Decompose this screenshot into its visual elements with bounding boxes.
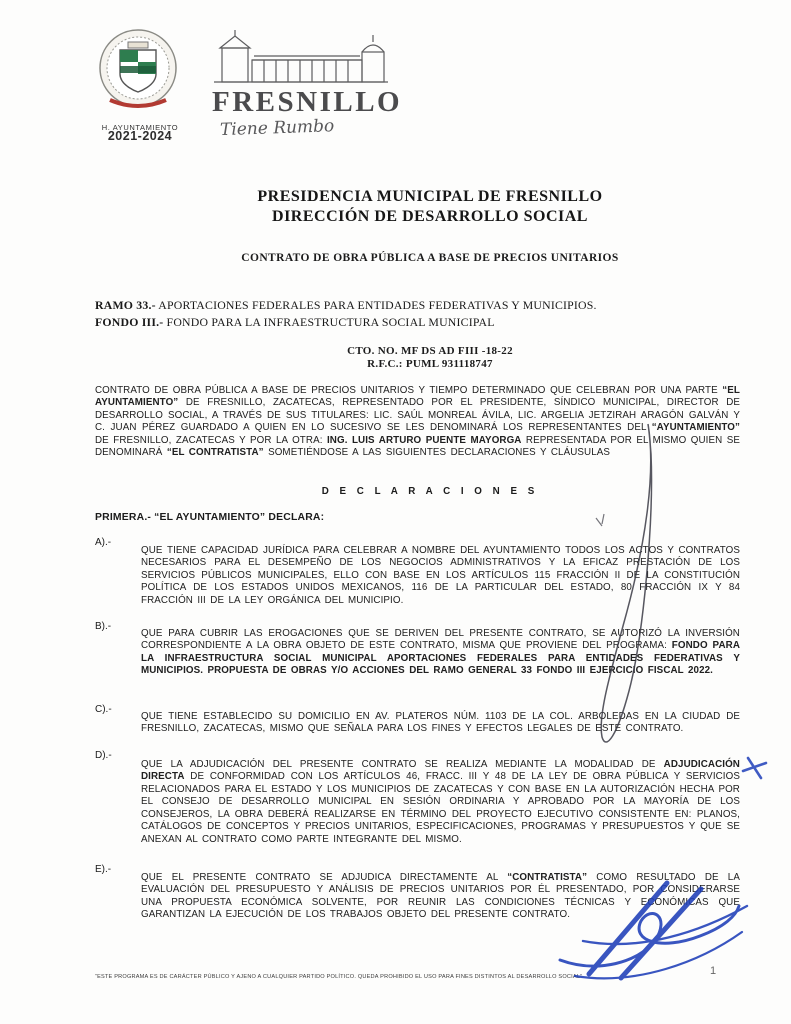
ramo-line1 — [95, 298, 740, 313]
page-number: 1 — [710, 965, 717, 977]
ramo-block — [95, 298, 740, 330]
clause-text: QUE EL PRESENTE CONTRATO SE ADJUDICA DIRECTAMENTE AL “CONTRATISTA” COMO RESULTADO DE LA EVALUACIÓN DEL PRESUPUESTO Y ANÁLISIS DE PRECIOS UNITARIOS POR ÉL PRESENTADO, POR CONSIDERARSE UNA PROPUESTA ECONÓMICA SOLVENTE, POR REUNIR LAS CONDICIONES TÉCNICAS Y ECONÓMICAS QUE GARANTIZAN LA EJECUCIÓN DE LOS TRABAJOS OBJETO DEL PRESENTE CONTRATO. — [141, 872, 740, 921]
primera-heading: PRIMERA.- “EL AYUNTAMIENTO” DECLARA: — [95, 512, 325, 523]
contract-number: CTO. NO. MF DS AD FIII -18-22 — [347, 345, 513, 357]
title-block — [70, 188, 790, 226]
brand-name: FRESNILLO — [212, 86, 403, 118]
crest-years: 2021-2024 — [107, 129, 173, 143]
clause-label: A).- — [95, 537, 112, 548]
clause-text: QUE TIENE ESTABLECIDO SU DOMICILIO EN AV. PLATEROS NÚM. 1103 DE LA COL. ARBOLEDAS EN LA CIUDAD DE FRESNILLO, ZACATECAS, MISMO QUE SEÑALA PARA LOS FINES Y EFECTOS LEGALES DE ESTE CONTRATO. — [141, 711, 740, 735]
ramo-label1: RAMO 33.- — [95, 298, 156, 312]
clause-label: C).- — [95, 704, 112, 715]
pen-plus-mark — [743, 758, 766, 778]
clause-label: B).- — [95, 621, 112, 632]
intro-paragraph: CONTRATO DE OBRA PÚBLICA A BASE DE PRECIOS UNITARIOS Y TIEMPO DETERMINADO QUE CELEBRAN POR UNA PARTE “EL AYUNTAMIENTO” DE FRESNILLO, ZACATECAS, REPRESENTADO POR EL PRESIDENTE, SÍNDICO MUNICIPAL, DIRECTOR DE DESARROLLO SOCIAL, A TRAVÉS DE SUS TITULARES: LIC. SAÚL MONREAL ÁVILA, LIC. ARGELIA JETZIRAH ARAGÓN GALVÁN Y C. JUAN PÉREZ GUARDADO A QUIEN EN LO SUCESIVO SE LES DENOMINARÁ LOS REPRESENTANTES DEL “AYUNTAMIENTO” DE FRESNILLO, ZACATECAS Y POR LA OTRA: ING. LUIS ARTURO PUENTE MAYORGA REPRESENTADA POR EL MISMO QUIEN SE DENOMINARÁ “EL CONTRATISTA” SOMETIÉNDOSE A LAS SIGUIENTES DECLARACIONES Y CLÁUSULAS — [95, 385, 740, 459]
ramo-label2: FONDO III.- — [95, 315, 164, 329]
contract-subtitle: CONTRATO DE OBRA PÚBLICA A BASE DE PRECIOS UNITARIOS — [241, 252, 619, 264]
crest-caption — [90, 123, 190, 141]
contract-rfc: R.F.C.: PUML 931118747 — [367, 358, 493, 370]
clause-label: D).- — [95, 750, 112, 761]
contract-reference — [70, 345, 790, 370]
clause-text: QUE LA ADJUDICACIÓN DEL PRESENTE CONTRATO SE REALIZA MEDIANTE LA MODALIDAD DE ADJUDICACIÓN DIRECTA DE CONFORMIDAD CON LOS ARTÍCULOS 46, FRACC. III Y 48 DE LA LEY DE OBRA PÚBLICA Y SERVICIOS RELACIONADOS PARA EL ESTADO Y LOS MUNICIPIOS DE ZACATECAS Y CON BASE EN LA AUTORIZACIÓN HECHA POR EL CONSEJO DE DESARROLLO MUNICIPAL EN SESIÓN ORDINARIA Y APROBADO POR LA MAYORÍA DE LOS CONSEJEROS, LA OBRA DEBERÁ REALIZARSE EN TÉRMINO DEL PROYECTO EJECUTIVO CONSISTENTE EN: PLANOS, CATÁLOGOS DE CONCEPTOS Y PRECIOS UNITARIOS, ESPECIFICACIONES, PROGRAMAS Y PRESUPUESTOS Y QUE SE ANEXAN AL CONTRATO COMO PARTE INTEGRANTE DEL MISMO. — [141, 759, 740, 845]
crest-line1: H. AYUNTAMIENTO — [101, 123, 179, 132]
brand-tagline: Tiene Rumbo — [219, 116, 335, 141]
declaraciones-heading: D E C L A R A C I O N E S — [321, 486, 539, 497]
footer-disclaimer: “ESTE PROGRAMA ES DE CARÁCTER PÚBLICO Y AJENO A CUALQUIER PARTIDO POLÍTICO. QUEDA PROHIBIDO EL USO PARA FINES DISTINTOS AL DESARROLLO SOCIAL” — [95, 974, 583, 980]
ramo-text2: FONDO PARA LA INFRAESTRUCTURA SOCIAL MUNICIPAL — [163, 315, 495, 329]
fresnillo-building-icon — [212, 30, 392, 86]
page-title-line2: DIRECCIÓN DE DESARROLLO SOCIAL — [272, 208, 588, 225]
clause-label: E).- — [95, 864, 112, 875]
crest-icon — [90, 26, 186, 118]
ramo-text1: APORTACIONES FEDERALES PARA ENTIDADES FEDERATIVAS Y MUNICIPIOS. — [155, 298, 597, 312]
ramo-line2 — [95, 315, 740, 330]
clause-text: QUE PARA CUBRIR LAS EROGACIONES QUE SE DERIVEN DEL PRESENTE CONTRATO, SE AUTORIZÓ LA INVERSIÓN CORRESPONDIENTE A LA OBRA OBJETO DE ESTE CONTRATO, MISMA QUE PROVIENE DEL PROGRAMA: FONDO PARA LA INFRAESTRUCTURA SOCIAL MUNICIPAL APORTACIONES FEDERALES PARA ENTIDADES FEDERATIVAS Y MUNICIPIOS. PROPUESTA DE OBRAS Y/O ACCIONES DEL RAMO GENERAL 33 FONDO III EJERCICIO FISCAL 2022. — [141, 628, 740, 677]
fresnillo-logo — [212, 30, 403, 141]
page-title-line1: PRESIDENCIA MUNICIPAL DE FRESNILLO — [257, 188, 603, 205]
municipal-crest-logo — [90, 26, 190, 141]
clause-text: QUE TIENE CAPACIDAD JURÍDICA PARA CELEBRAR A NOMBRE DEL AYUNTAMIENTO TODOS LOS ACTOS Y CONTRATOS NECESARIOS PARA EL DESEMPEÑO DE LOS NEGOCIOS ADMINISTRATIVOS Y LA EFICAZ PRESTACIÓN DE LOS SERVICIOS PÚBLICOS MUNICIPALES, ELLO CON BASE EN LOS ARTÍCULOS 115 FRACCIÓN II DE LA CONSTITUCIÓN POLÍTICA DE LOS ESTADOS UNIDOS MEXICANOS, 116 DE LA PARTICULAR DEL ESTADO, 80 FRACCIÓN IX Y 84 FRACCIÓN III DE LA LEY ORGÁNICA DEL MUNICIPIO. — [141, 545, 740, 606]
